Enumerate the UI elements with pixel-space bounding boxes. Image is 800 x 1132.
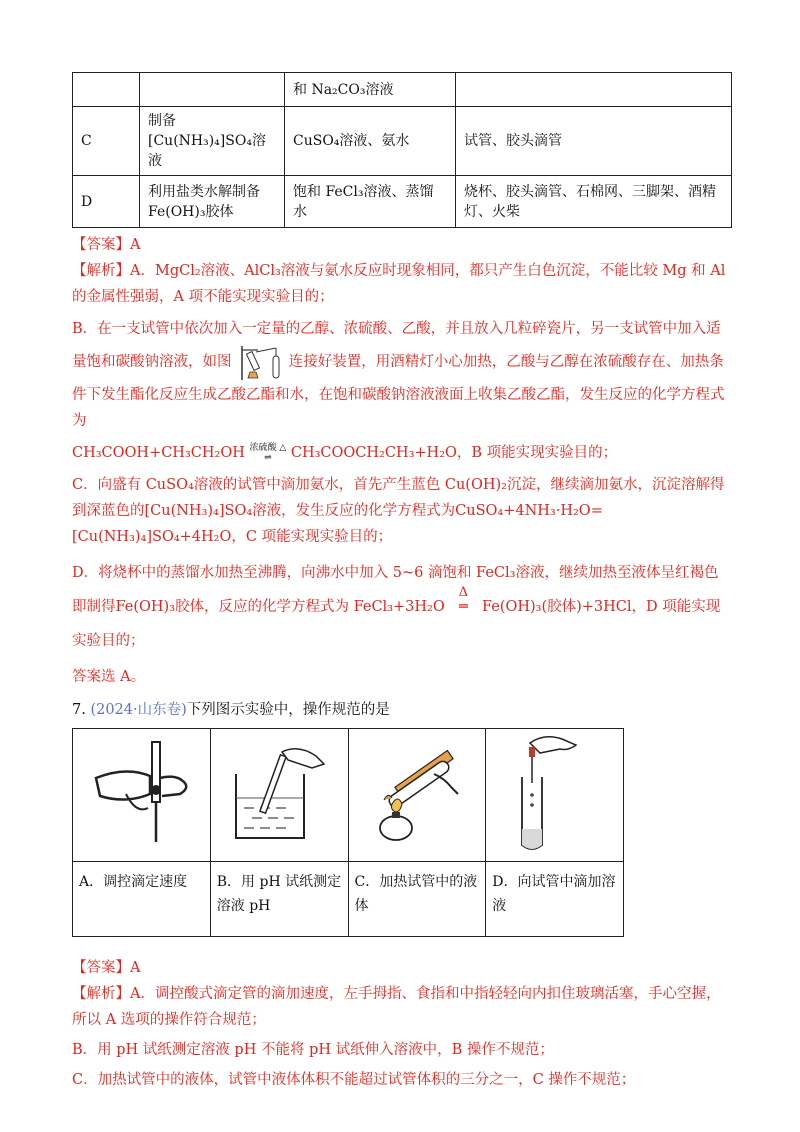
option-b-label: B．用 pH 试纸测定溶液 pH: [210, 862, 348, 937]
question-number: 7.: [72, 702, 86, 718]
final-answer: 答案选 A。: [72, 669, 146, 685]
dropper-test-tube-icon: [500, 733, 610, 853]
option-d-label: D．向试管中滴加溶液: [486, 862, 624, 937]
table-cell: CuSO₄溶液、氨水: [285, 107, 456, 176]
analysis-d-text2: Fe(OH)₃(胶体)+3HCl，D 项能实现实验目的；: [72, 599, 721, 649]
analysis2-b: B．用 pH 试纸测定溶液 pH 不能将 pH 试纸伸入溶液中，B 操作不规范；: [72, 1042, 554, 1058]
table-cell: 烧杯、胶头滴管、石棉网、三脚架、酒精灯、火柴: [456, 176, 732, 228]
question-7: [72, 698, 728, 722]
ph-paper-beaker-icon: [224, 738, 334, 848]
option-b-image: [210, 729, 348, 862]
condition-text: 浓硫酸 △: [249, 443, 287, 453]
table-row: [73, 176, 732, 228]
analysis-a: 【解析】A．MgCl₂溶液、AlCl₃溶液与氨水反应时现象相同，都只产生白色沉淀，不能比较 Mg 和 Al 的金属性强弱，A 项不能实现实验目的；: [72, 263, 726, 305]
heat-condition: Δ ═: [449, 590, 477, 624]
options-table: [72, 728, 624, 937]
option-d-image: [486, 729, 624, 862]
table-cell: [73, 73, 140, 107]
table-cell: 制备[Cu(NH₃)₄]SO₄溶液: [140, 107, 285, 176]
option-c-image: [348, 729, 486, 862]
analysis2-c: C．加热试管中的液体，试管中液体体积不能超过试管体积的三分之一，C 操作不规范；: [72, 1072, 636, 1088]
answer-label: 【答案】A: [72, 237, 141, 253]
table-row: [73, 107, 732, 176]
option-a-image: [73, 729, 211, 862]
delta-symbol: Δ: [458, 585, 469, 600]
test-tube-heating-icon: [362, 738, 472, 848]
table-row: [73, 73, 732, 107]
burette-titration-icon: [86, 738, 196, 848]
reaction-condition: 浓硫酸 △ ⇌: [249, 443, 287, 463]
reagent-table: [72, 72, 732, 228]
equation-right: CH₃COOCH₂CH₃+H₂O，B 项能实现实验目的；: [290, 445, 618, 461]
table-cell: D: [73, 176, 140, 228]
answer-label-2: 【答案】A: [72, 960, 141, 976]
analysis-b-text2: 连接好装置，用酒精灯小心加热，乙酸与乙醇在浓硫酸存在、加热条件下发生酯化反应生成乙酸乙酯和水，在饱和碳酸钠溶液液面上收集乙酸乙酯，发生反应的化学方程式为: [72, 354, 725, 429]
option-c-label: C．加热试管中的液体: [348, 862, 486, 937]
question-stem: 下列图示实验中，操作规范的是: [186, 702, 390, 718]
esterification-apparatus-icon: [236, 342, 284, 382]
analysis-b: [72, 316, 728, 434]
table-cell: [140, 73, 285, 107]
equation-left: CH₃COOH+CH₃CH₂OH: [72, 445, 245, 461]
table-cell: 利用盐类水解制备Fe(OH)₃胶体: [140, 176, 285, 228]
table-cell: 试管、胶头滴管: [456, 107, 732, 176]
analysis2-a: 【解析】A．调控酸式滴定管的滴加速度，左手拇指、食指和中指轻轻向内扣住玻璃活塞，手心空握，所以 A 选项的操作符合规范；: [72, 986, 721, 1028]
question-source: (2024·山东卷): [90, 702, 187, 718]
page: [72, 72, 728, 1093]
option-a-label: A．调控滴定速度: [73, 862, 211, 937]
analysis-b-text1: B．在一支试管中依次加入一定量的乙醇、浓硫酸、乙酸，并且放入几粒碎瓷片，另一支试管中加入适量饱和碳酸钠溶液，如图: [72, 321, 721, 370]
analysis-d-text1: D．将烧杯中的蒸馏水加热至沸腾，向沸水中加入 5~6 滴饱和 FeCl₃溶液，继续加热至液体呈红褐色即制得Fe(OH)₃胶体，反应的化学方程式为 FeCl₃+3H₂O: [72, 565, 719, 615]
analysis-b-equation: [72, 440, 728, 466]
table-cell: C: [73, 107, 140, 176]
analysis-c: C．向盛有 CuSO₄溶液的试管中滴加氨水，首先产生蓝色 Cu(OH)₂沉淀，继续滴加氨水，沉淀溶解得到深蓝色的[Cu(NH₃)₄]SO₄溶液，发生反应的化学方程式为CuSO₄+4NH₃·H₂O=[Cu(NH₃)₄]SO₄+4H₂O，C 项能实现实验目的；: [72, 477, 725, 545]
table-cell: 和 Na₂CO₃溶液: [285, 73, 456, 107]
options-image-row: [73, 729, 624, 862]
options-caption-row: [73, 862, 624, 937]
analysis-d: [72, 556, 728, 658]
table-cell: 饱和 FeCl₃溶液、蒸馏水: [285, 176, 456, 228]
table-cell: [456, 73, 732, 107]
